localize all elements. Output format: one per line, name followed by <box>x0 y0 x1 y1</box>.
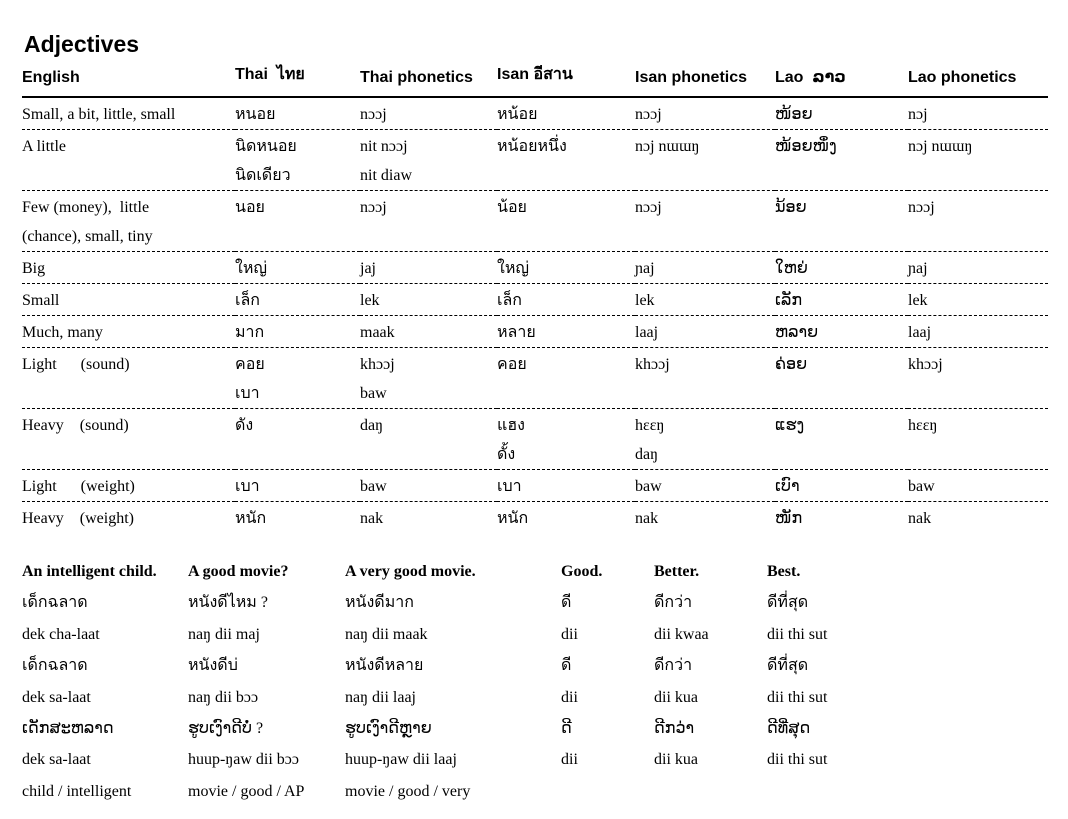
cell-thai <box>235 470 360 502</box>
text-line: baw <box>360 478 387 495</box>
text-line: ໜ້ອຍ <box>775 106 813 123</box>
example-line: หนังดีไหม ? <box>188 594 268 612</box>
text-line: nak <box>908 510 932 527</box>
table-row <box>22 130 1048 191</box>
page-title: Adjectives <box>24 31 140 58</box>
table-row <box>22 97 1048 130</box>
example-line: ดี <box>561 657 572 675</box>
text-line: หน้อย <box>497 106 538 123</box>
text-line: nit nɔɔj <box>360 138 408 155</box>
text-line: มาก <box>235 324 265 341</box>
column-header-thai-phonetics: Thai phonetics <box>360 62 497 97</box>
example-line <box>654 776 709 807</box>
text-line: hɛɛŋ <box>635 417 665 434</box>
example-line: หนังดีมาก <box>345 594 414 612</box>
text-line: ໜັກ <box>775 510 803 527</box>
cell-thai-phonetics <box>360 130 497 191</box>
text-line: ใหญ่ <box>497 260 529 277</box>
cell-thai <box>235 191 360 252</box>
text-line: ຄ່ອຍ <box>775 356 808 373</box>
column-header-isan: Isan อีสาน <box>497 62 635 97</box>
example-column-header: Best. <box>767 563 801 580</box>
text-line: เบา <box>235 478 260 495</box>
column-header-isan-phonetics: Isan phonetics <box>635 62 775 97</box>
text-line: Light (weight) <box>22 478 135 495</box>
cell-lao-phonetics <box>908 191 1048 252</box>
example-line: ເດັກສະຫລາດ <box>22 719 114 737</box>
cell-thai-phonetics <box>360 97 497 130</box>
cell-isan <box>497 316 635 348</box>
text-line: ເບົາ <box>775 478 800 495</box>
text-line: nɔɔj <box>360 199 387 216</box>
table-body <box>22 97 1048 533</box>
text-line: nɔj nɯɯŋ <box>908 138 973 155</box>
cell-isan <box>497 284 635 316</box>
cell-isan <box>497 409 635 470</box>
example-line: ຮູບເງົາດີບໍ່ ? <box>188 719 264 737</box>
example-line: เด็กฉลาด <box>22 657 88 675</box>
cell-isan-phonetics <box>635 502 775 534</box>
text-line: nak <box>360 510 384 527</box>
cell-lao <box>775 502 908 534</box>
example-column-header: A very good movie. <box>345 563 476 580</box>
adjectives-table <box>22 62 1048 533</box>
text-line: หลาย <box>497 324 536 341</box>
cell-english <box>22 97 235 130</box>
cell-isan <box>497 130 635 191</box>
text-line: nit diaw <box>360 167 412 184</box>
table-row <box>22 348 1048 409</box>
text-line: คอย <box>497 356 527 373</box>
text-line: ນ້ອຍ <box>775 199 807 216</box>
text-line: หนัก <box>235 510 267 527</box>
column-header-thai: Thai ไทย <box>235 62 360 97</box>
cell-lao <box>775 130 908 191</box>
text-line: laaj <box>908 324 932 341</box>
cell-isan <box>497 252 635 284</box>
example-line <box>767 776 827 807</box>
text-line: Big <box>22 260 46 277</box>
table-header-row <box>22 62 1048 97</box>
cell-thai <box>235 409 360 470</box>
text-line: น้อย <box>497 199 527 216</box>
cell-lao <box>775 252 908 284</box>
example-column <box>188 556 304 807</box>
text-line: เบา <box>497 478 522 495</box>
cell-thai-phonetics <box>360 409 497 470</box>
example-column-header: Good. <box>561 563 603 580</box>
example-column <box>654 556 709 807</box>
example-line: dii <box>561 751 578 769</box>
example-line: naŋ dii maj <box>188 625 260 643</box>
example-line: ดีที่สุด <box>767 594 809 612</box>
example-line: หนังดีบ่ <box>188 657 238 675</box>
cell-lao-phonetics <box>908 502 1048 534</box>
text-line: lek <box>635 292 655 309</box>
example-line: child / intelligent <box>22 782 132 800</box>
text-line: นิดเดียว <box>235 167 291 184</box>
cell-lao-phonetics <box>908 130 1048 191</box>
text-line: nɔɔj <box>635 199 662 216</box>
example-column <box>767 556 827 807</box>
text-line: ແຮງ <box>775 417 805 434</box>
cell-english <box>22 348 235 409</box>
example-line: ດີ <box>561 719 572 737</box>
example-line: หนังดีหลาย <box>345 657 424 675</box>
cell-isan-phonetics <box>635 316 775 348</box>
example-line: dii thi sut <box>767 751 828 769</box>
cell-lao <box>775 470 908 502</box>
text-line: ຫລາຍ <box>775 324 819 341</box>
text-line: หนัก <box>497 510 529 527</box>
cell-lao-phonetics <box>908 470 1048 502</box>
text-line: maak <box>360 324 395 341</box>
text-line: nak <box>635 510 659 527</box>
column-header-lao-phonetics: Lao phonetics <box>908 62 1048 97</box>
text-line: lek <box>360 292 380 309</box>
cell-isan-phonetics <box>635 409 775 470</box>
cell-english <box>22 252 235 284</box>
cell-isan-phonetics <box>635 348 775 409</box>
text-line: Small <box>22 292 60 309</box>
column-header-lao: Lao ລາວ <box>775 62 908 97</box>
example-line: dii kua <box>654 751 698 769</box>
example-line: ດີທີ່ສຸດ <box>767 719 811 737</box>
cell-thai <box>235 502 360 534</box>
example-line: dek cha-laat <box>22 625 100 643</box>
text-line: Few (money), little <box>22 199 150 216</box>
adjectives-table-wrap <box>22 62 1048 533</box>
text-line: ɲaj <box>635 260 655 277</box>
table-row <box>22 470 1048 502</box>
cell-isan-phonetics <box>635 97 775 130</box>
example-line: dii kua <box>654 688 698 706</box>
cell-isan-phonetics <box>635 191 775 252</box>
text-line: nɔɔj <box>635 106 662 123</box>
cell-lao-phonetics <box>908 284 1048 316</box>
example-line: naŋ dii bɔɔ <box>188 688 259 706</box>
table-header-row <box>22 62 1048 97</box>
example-line: ดีกว่า <box>654 657 693 675</box>
column-header-english: English <box>22 62 235 97</box>
example-line: dii kwaa <box>654 625 709 643</box>
example-column <box>345 556 476 807</box>
example-line: movie / good / very <box>345 782 471 800</box>
text-line: baw <box>635 478 662 495</box>
cell-isan-phonetics <box>635 252 775 284</box>
cell-thai <box>235 316 360 348</box>
table-row <box>22 191 1048 252</box>
text-line: Much, many <box>22 324 103 341</box>
text-line: คอย <box>235 356 265 373</box>
cell-thai-phonetics <box>360 284 497 316</box>
cell-english <box>22 470 235 502</box>
text-line: ɲaj <box>908 260 928 277</box>
text-line: ໜ້ອຍໜຶ່ງ <box>775 138 837 155</box>
example-column <box>561 556 602 807</box>
text-line: khɔɔj <box>908 356 943 373</box>
text-line: laaj <box>635 324 659 341</box>
cell-isan <box>497 97 635 130</box>
text-line: khɔɔj <box>360 356 395 373</box>
text-line: หนอย <box>235 106 276 123</box>
cell-lao-phonetics <box>908 252 1048 284</box>
text-line: (chance), small, tiny <box>22 228 153 245</box>
cell-english <box>22 191 235 252</box>
example-line: ดีที่สุด <box>767 657 809 675</box>
cell-lao <box>775 284 908 316</box>
text-line: nɔɔj <box>360 106 387 123</box>
example-line: ดีกว่า <box>654 594 693 612</box>
example-line: เด็กฉลาด <box>22 594 88 612</box>
text-line: แฮง <box>497 417 525 434</box>
text-line: jaj <box>360 260 376 277</box>
text-line: หน้อยหนึ่ง <box>497 138 567 155</box>
cell-isan <box>497 191 635 252</box>
cell-lao <box>775 409 908 470</box>
example-line: dii thi sut <box>767 688 828 706</box>
text-line: ໃຫຍ່ <box>775 260 808 277</box>
text-line: ดั้ง <box>497 446 516 463</box>
cell-isan-phonetics <box>635 284 775 316</box>
cell-isan <box>497 470 635 502</box>
example-line: movie / good / AP <box>188 782 305 800</box>
example-line: naŋ dii laaj <box>345 688 416 706</box>
cell-thai-phonetics <box>360 252 497 284</box>
text-line: เล็ก <box>235 292 260 309</box>
text-line: เล็ก <box>497 292 522 309</box>
cell-english <box>22 409 235 470</box>
cell-thai-phonetics <box>360 470 497 502</box>
cell-lao <box>775 348 908 409</box>
cell-lao <box>775 97 908 130</box>
cell-isan-phonetics <box>635 470 775 502</box>
example-line <box>561 776 602 807</box>
text-line: Small, a bit, little, small <box>22 106 176 123</box>
text-line: Heavy (weight) <box>22 510 134 527</box>
cell-thai-phonetics <box>360 191 497 252</box>
text-line: baw <box>360 385 387 402</box>
text-line: nɔɔj <box>908 199 935 216</box>
example-column-header: A good movie? <box>188 563 289 580</box>
table-row <box>22 409 1048 470</box>
cell-english <box>22 502 235 534</box>
cell-lao-phonetics <box>908 316 1048 348</box>
text-line: Heavy (sound) <box>22 417 129 434</box>
cell-isan <box>497 348 635 409</box>
text-line: Light (sound) <box>22 356 130 373</box>
example-line: huup-ŋaw dii bɔɔ <box>188 751 299 769</box>
text-line: ใหญ่ <box>235 260 267 277</box>
example-line: ดี <box>561 594 572 612</box>
table-row <box>22 502 1048 534</box>
table-row <box>22 316 1048 348</box>
example-line: dek sa-laat <box>22 688 91 706</box>
example-line: huup-ŋaw dii laaj <box>345 751 457 769</box>
example-line: dek sa-laat <box>22 751 91 769</box>
cell-isan-phonetics <box>635 130 775 191</box>
text-line: เบา <box>235 385 260 402</box>
text-line: A little <box>22 138 66 155</box>
example-line: dii thi sut <box>767 625 828 643</box>
example-column <box>22 556 157 807</box>
text-line: hɛɛŋ <box>908 417 938 434</box>
cell-lao <box>775 191 908 252</box>
cell-lao <box>775 316 908 348</box>
cell-lao-phonetics <box>908 409 1048 470</box>
text-line: khɔɔj <box>635 356 670 373</box>
text-line: nɔj nɯɯŋ <box>635 138 700 155</box>
text-line: daŋ <box>360 417 384 434</box>
cell-english <box>22 130 235 191</box>
example-line: dii <box>561 625 578 643</box>
text-line: ดัง <box>235 417 254 434</box>
cell-thai-phonetics <box>360 348 497 409</box>
cell-thai <box>235 252 360 284</box>
text-line: ເລັກ <box>775 292 803 309</box>
cell-thai <box>235 97 360 130</box>
cell-thai <box>235 130 360 191</box>
text-line: นอย <box>235 199 265 216</box>
example-line: ດີກວ່າ <box>654 719 695 737</box>
cell-thai-phonetics <box>360 502 497 534</box>
example-line: ຮູບເງົາດີຫຼາຍ <box>345 719 432 737</box>
example-column-header: An intelligent child. <box>22 563 157 580</box>
table-row <box>22 284 1048 316</box>
text-line: นิดหนอย <box>235 138 297 155</box>
cell-lao-phonetics <box>908 97 1048 130</box>
text-line: lek <box>908 292 928 309</box>
example-column-header: Better. <box>654 563 700 580</box>
cell-lao-phonetics <box>908 348 1048 409</box>
cell-english <box>22 316 235 348</box>
text-line: nɔj <box>908 106 928 123</box>
example-line: naŋ dii maak <box>345 625 428 643</box>
text-line: baw <box>908 478 935 495</box>
cell-isan <box>497 502 635 534</box>
cell-thai <box>235 284 360 316</box>
example-line: dii <box>561 688 578 706</box>
cell-thai-phonetics <box>360 316 497 348</box>
text-line: daŋ <box>635 446 659 463</box>
cell-thai <box>235 348 360 409</box>
cell-english <box>22 284 235 316</box>
table-row <box>22 252 1048 284</box>
